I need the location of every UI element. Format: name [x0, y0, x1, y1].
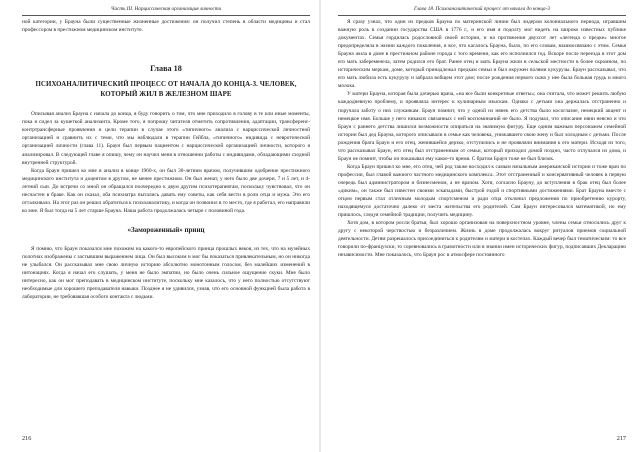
right-page-body	[338, 18, 626, 432]
section-title: «Замороженный» принц	[127, 225, 205, 234]
right-page	[328, 0, 628, 452]
left-page	[12, 0, 312, 452]
paragraph: Хотя дом, в котором росли братья, был хорошо организован на поверхностном уровне, члены семьи относились друг к другу с некоторой черствостью и безразличием. Жизнь в доме продолжалась вокруг ритуалов приемов социальной деятельности. Детям разрешалось присоединиться к родителям и матери в костелах. Каждый вечер был тематическим: то все говорили по-французски, то соревновались в грамотности или в знании имен исторических фигур, подписавших Декларацию независимости. Мне показалось, что Браун рос в атмосфере постоянного	[338, 220, 626, 259]
running-header-left: Часть III. Нарциссическая организация личности	[22, 5, 310, 16]
paragraph: У матери Брауна, которая была дочерью врача, «на все были конкретные ответы»; она считала, что может решить любую каждодневную проблему, и проявляла интерес к кулинарным изыскам. Однако с детьми она держалась отстраненно и поручала заботу о них служанкам. Браун помнит, что у одной из нянек его детства было косоглазие, немецкий акцент и немецкое имя. Больше у него никаких связанных с ней воспоминаний не было. Я подумал, что описание няни неясно и что Браун с раннего детства лишился возможности опираться на значимую фигуру. Еще одним важным персонажем семейной истории был дед Брауна, которого описывали в семье как человека, унижавшего свою жену и был холодным с детьми. После рождения брата Браун и его отец, женившейся дерзко, отступились и не проявляли внимания к его матери. Исходя из того, что рассказывал Браун, его отец был отстраненным от семьи, который приходил домой поздно, часто отлучался из дома, и Браун не помнит, чтобы он показывал ему какое-то время. С братом Браун тоже не был близок.	[338, 91, 626, 162]
paragraph: Когда Браун пришел ко мне, его отец, чей род также восходил к самым начальным американской истории и тоже врач по профессии, был главой важного частного медицинского комплекса. Этот отстраненный и консервативный человек в первую очередь был администратором и бизнесменом, а не врачом. Хотя, согласно Брауну, до вступления в брак отец был более «диким», он также был известен своими эскападами, быстрой ездой и спортивными достижениями. Брат Брауна вместе с отцом первым стал отличным молодым спортсменом и ради отца отклонил предложения по приобретению курорту, находящемуся достаточно далеко от места жительства его родителей. Сам Браун интересовался математикой, но ему пришлось, следуя семейной традиции, получить медицину.	[338, 163, 626, 219]
chapter-title: ПСИХОАНАЛИТИЧЕСКИЙ ПРОЦЕСС ОТ НАЧАЛА ДО КОНЦА-3. ЧЕЛОВЕК, КОТОРЫЙ ЖИЛ В ЖЕЛЕЗНОМ ШАРЕ	[35, 81, 297, 98]
opening-paragraph: ной категории, у Брауна были существенные жизненные достижения: он получил степень в области медицины и стал профессором в престижном медицинском институте.	[22, 19, 310, 34]
paragraph: Я помню, что Браун показался мне похожим на какого-то европейского принца прошлых веков, из тех, что на музейных полотнах изображены с застывшим выражением лица. Он был высоким и мог бы показаться привлекательным, но он никогда не улыбался. Он рассказывал мне свою личную историю абсолютно монотонным голосом, без малейших изменений в интонациях. Когда я начал его слушать, у меня не было эмпатии, но было очень сильное ощущение скуки. Мне было интересно, как он мог преподавать в медицинском институте, поскольку мне казалось, что у него полностью отсутствуют необходимые для хорошего преподавателя навыки. Позднее я не удивился, узнав, что его основной функцией была работа в лаборатории, не требовавшая особого контакта с людьми.	[22, 245, 310, 301]
page-number-left: 216	[22, 435, 32, 442]
paragraph: Когда Браун пришел ко мне в анализ в конце 1960-х, он был 30-летним врачом, получившим одобрение престижного медицинского института и доцентом в другом, не менее престижном. Он был женат, у него было две дочери, 7 и 5 лет, и 4-летний сын. До встречи со мной он обращался поочередно к двум другим психотерапевтам, поскольку чувствовал, что он несчастен в браке. Как он сказал, оба психиатра пытались давать ему советы, как себя вести в роли отца и мужа. Это его отталкивало. На этот раз он решил обратиться к психоаналитику, и когда он позвонил в то место, где я работал, его направили ко мне. Я был тогда на 5 лет старше Брауна. Наша работа продолжалась четыре с половиной года.	[22, 167, 310, 214]
running-header-right: Глава 18. Психоаналитический процесс от начала до конца-3	[338, 5, 626, 16]
chapter-label: Глава 18	[150, 64, 182, 74]
left-page-body	[22, 18, 310, 432]
paragraph: Описывая анализ Брауна с начала до конца, я буду говорить о том, что мне приходило в голову в те или иные моменты, пока я сидел за кушеткой анализанта. Кроме того, я попрошу читателя отметить сопротивления, адаптации, трансференс-контртрансферные проявления и цели терапии в случае этого «типичного» анализа с нарциссической личностной организацией и сравнить их с теми, что мы наблюдали в терапии Гейбла, «типичного» индивида с невротической организацией личности (глава 11). Браун был первым пациентом с нарциссической организацией личности, которого я анализировал. В следующей главе я опишу, чему он научил меня в отношении работы с индивидами, обладающими сходной внутренней структурой.	[22, 111, 310, 166]
page-number-right: 217	[616, 435, 626, 442]
book-gutter	[319, 0, 321, 452]
paragraph: Я сразу узнал, что один из предков Брауна по материнской линии был лидером колониального периода, игравшим важную роль в создании государства США в 1776 г., и его имя я подолгу мог видеть на широко известных публике документах. Семья гордилась родословной своей истории, и на протяжении двухсот лет «легенда о предке» многое предопределяла в жизни каждого поколения, и все, что касалось Брауна, было, по его словам, взаимосвязано с этим. Семья Брауна жила в доме в престижном районе города с того времени, как его исполнился год. Вскоре после переезда в этот дом его мать забеременела, затем родился его брат. Ранее отец и мать Брауна жили в сельской местности в более скромном, по историческим меркам, доме, который принадлежал предкам семьи и был окружен полями кукурузы. Браун рассказывал, что его мать любила есть кукурузу и забрала вобщем этот дом; после рождения первого сына у нее была больная грудь и много молока.	[338, 19, 626, 90]
